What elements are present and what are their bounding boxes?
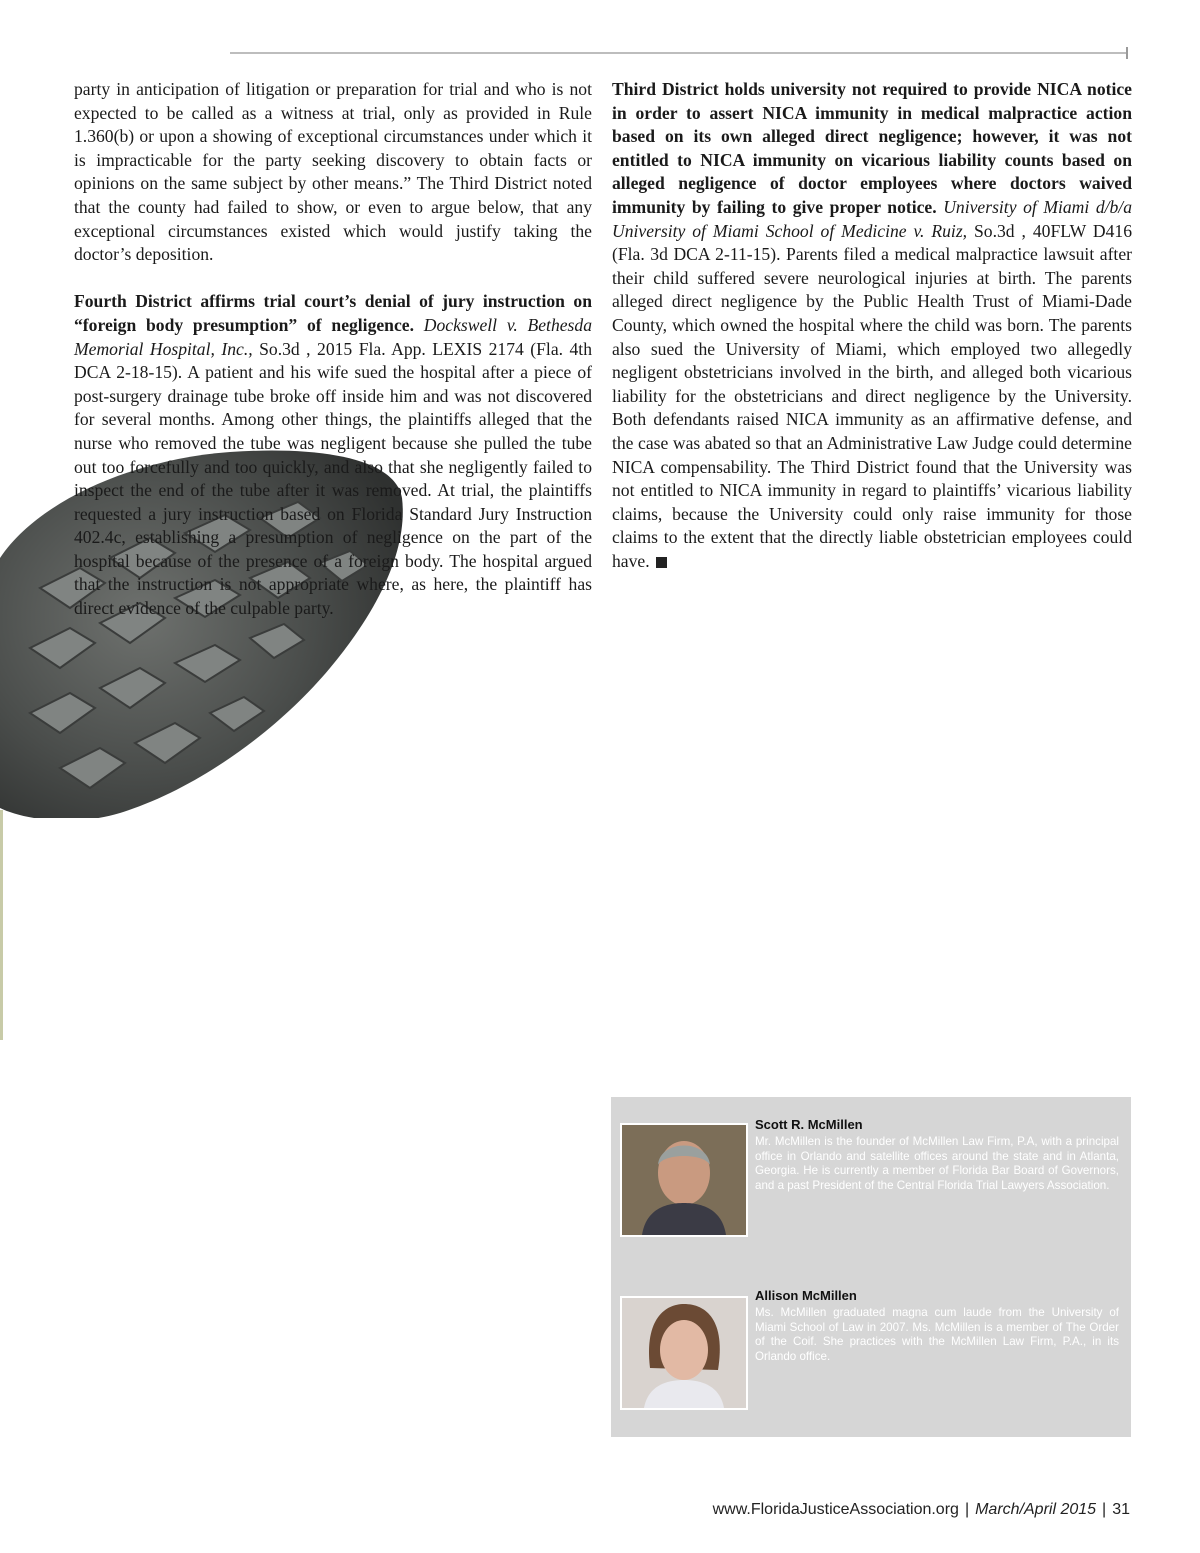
section-heading: Third District holds university not required to provide NICA notice in order to assert NICA immunity in medical malpractice action based on its own alleged direct negligence; however, it was not entitled to NICA immunity on vicarious liability counts based on alleged negligence of doctor employees where doctors waived immunity by failing to give proper notice. <box>612 79 1132 217</box>
header-rule-tick <box>1126 47 1128 59</box>
section-heading: Fourth District affirms trial court’s denial of jury instruction on “foreign body presumption” of negligence. <box>74 291 592 335</box>
author-name: Allison McMillen <box>755 1288 857 1303</box>
left-column <box>74 78 592 644</box>
header-rule <box>230 52 1128 54</box>
paragraph <box>74 290 592 620</box>
author-photo <box>620 1123 748 1237</box>
page-number: 31 <box>1112 1501 1130 1518</box>
case-citation: Dockswell v. Bethesda Memorial Hospital, Inc., <box>74 314 592 359</box>
paragraph-text: So.3d , 2015 Fla. App. LEXIS 2174 (Fla. 4th DCA 2-18-15). A patient and his wife sued the hospital after a piece of post-surgery drainage tube broke off inside him and was not discovered for several months. Among other things, the plaintiffs alleged that the nurse who removed the tube was negligent because she pulled the tube out too forcefully and too quickly, and also that she negligently failed to inspect the end of the tube after it was removed. At trial, the plaintiffs requested a jury instruction based on Florida Standard Jury Instruction 402.4c, establishing a presumption of negligence on the part of the hospital because of the presence of a foreign body. The hospital argued that the instruction is not appropriate where, as here, the plaintiff has direct evidence of the culpable party. <box>74 338 592 619</box>
footer-website: www.FloridaJusticeAssociation.org <box>712 1501 959 1518</box>
author-bio-text: Mr. McMillen is the founder of McMillen Law Firm, P.A, with a principal office in Orlando and satellite offices around the state and in Atlanta, Georgia. He is currently a member of Florida Bar Board of Governors, and a past President of the Central Florida Trial Lawyers Association. <box>755 1135 1119 1192</box>
right-column <box>612 78 1132 597</box>
footer-issue-date: March/April 2015 <box>975 1501 1097 1518</box>
author-bio-text: Ms. McMillen graduated magna cum laude from the University of Miami School of Law in 2007. Ms. McMillen is a member of The Order of the Coif. She practices with the McMillen Law Firm, P.A., in its Orlando office. <box>755 1306 1119 1363</box>
paragraph-text: The Third District found that the University was not entitled to NICA immunity in regard to plaintiffs’ vicarious liability claims, because the University could only raise immunity for those claims to the extent that the directly liable obstetrician employees could have. <box>612 456 1132 571</box>
page-footer: www.FloridaJusticeAssociation.org | March/April 2015 | 31 <box>712 1501 1130 1518</box>
case-citation: University of Miami d/b/a University of Miami School of Medicine v. Ruiz, <box>612 196 1132 241</box>
paragraph <box>612 78 1132 573</box>
author-photo <box>620 1296 748 1410</box>
end-of-article-icon <box>656 557 667 568</box>
author-name: Scott R. McMillen <box>755 1117 863 1132</box>
paragraph: party in anticipation of litigation or preparation for trial and who is not expected to be called as a witness at trial, only as provided in Rule 1.360(b) or upon a showing of exceptional circumstances under which it is impracticable for the party seeking discovery to obtain facts or opinions on the same subject by other means.” The Third District noted that the county had failed to show, or even to argue below, that any exceptional circumstances existed which would justify taking the doctor’s deposition. <box>74 79 592 265</box>
left-accent-bar <box>0 810 3 1040</box>
paragraph-text: So.3d , 40FLW D416 (Fla. 3d DCA 2-11-15). Parents filed a medical malpractice lawsuit after their child suffered severe neurological injuries at birth. The parents alleged direct negligence by the Public Health Trust of Miami-Dade County, which owned the hospital where the child was born. The parents also sued the University of Miami, which employed two allegedly negligent obstetricians involved in the birth, and alleged both vicarious liability for the obstetricians and direct negligence by the University. Both defendants raised NICA immunity as an affirmative defense, and the case was abated so that an Administrative Law Judge could determine NICA compensability. <box>612 220 1133 477</box>
